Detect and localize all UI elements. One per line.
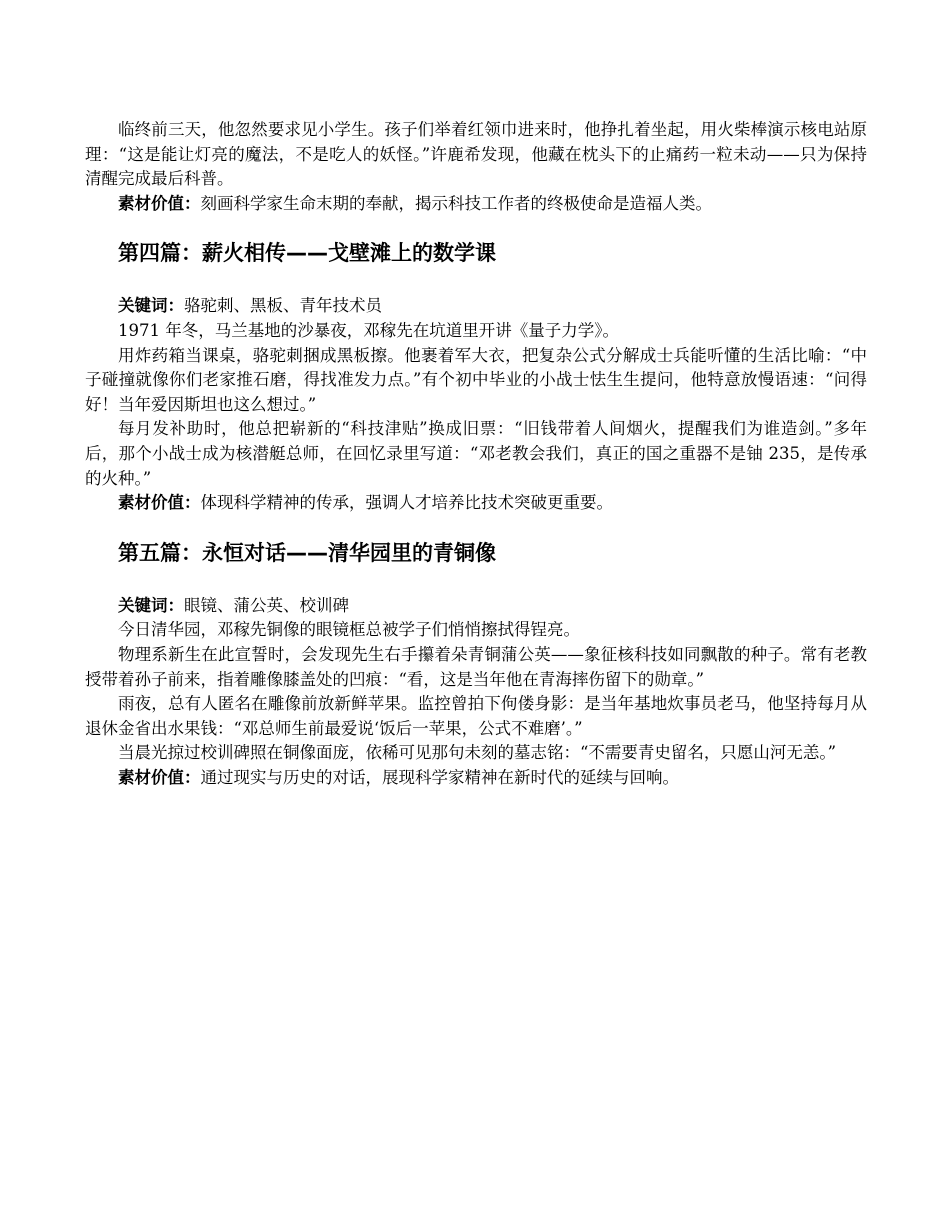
material-value-label: 素材价值： [118,493,201,513]
material-value-text: 刻画科学家生命末期的奉献，揭示科技工作者的终极使命是造福人类。 [200,193,712,213]
section4-keywords [85,294,867,319]
section4-paragraph-1: 1971 年冬，马兰基地的沙暴夜，邓稼先在坑道里开讲《量子力学》。 [118,320,619,340]
document-body [85,118,867,790]
keywords-label: 关键词： [118,595,184,615]
keywords-text: 眼镜、蒲公英、校训碑 [184,595,349,615]
section4-material-value [85,491,867,516]
section5-paragraph-1: 今日清华园，邓稼先铜像的眼镜框总被学子们悄悄擦拭得锃亮。 [118,620,580,640]
section4-paragraph-3: 每月发补助时，他总把崭新的“科技津贴”换成旧票：“旧钱带着人间烟火，提醒我们为谁造剑。”多年后，那个小战士成为核潜艇总师，在回忆录里写道：“邓老教会我们，真正的国之重器不是铀 235，是传承的火种。” [85,419,867,488]
section4-paragraph-2: 用炸药箱当课桌，骆驼刺捆成黑板擦。他裹着军大衣，把复杂公式分解成士兵能听懂的生活比喻：“中子碰撞就像你们老家推石磨，得找准发力点。”有个初中毕业的小战士怯生生提问，他特意放慢语速：“问得好！当年爱因斯坦也这么想过。” [85,345,867,414]
material-value-text: 体现科学精神的传承，强调人才培养比技术突破更重要。 [200,493,613,513]
material-value-text: 通过现实与历史的对话，展现科学家精神在新时代的延续与回响。 [200,767,679,787]
section5-paragraph-2: 物理系新生在此宣誓时，会发现先生右手攥着朵青铜蒲公英——象征核科技如同飘散的种子。常有老教授带着孙子前来，指着雕像膝盖处的凹痕：“看，这是当年他在青海摔伤留下的勋章。” [85,644,867,689]
section5-paragraph-4: 当晨光掠过校训碑照在铜像面庞，依稀可见那句未刻的墓志铭：“不需要青史留名，只愿山河无恙。” [118,743,837,763]
section5-title: 第五篇：永恒对话——清华园里的青铜像 [118,540,496,565]
section3-paragraph-1: 临终前三天，他忽然要求见小学生。孩子们举着红领巾进来时，他挣扎着坐起，用火柴棒演示核电站原理：“这是能让灯亮的魔法，不是吃人的妖怪。”许鹿希发现，他藏在枕头下的止痛药一粒未动——只为保持清醒完成最后科普。 [85,120,867,189]
section4-title: 第四篇：薪火相传——戈壁滩上的数学课 [118,241,496,266]
keywords-text: 骆驼刺、黑板、青年技术员 [184,296,382,316]
material-value-label: 素材价值： [118,193,201,213]
material-value-label: 素材价值： [118,767,201,787]
section5-keywords [85,594,867,619]
section5-paragraph-3: 雨夜，总有人匿名在雕像前放新鲜苹果。监控曾拍下佝偻身影：是当年基地炊事员老马，他坚持每月从退休金省出水果钱：“邓总师生前最爱说‘饭后一苹果，公式不难磨’。” [85,694,867,738]
keywords-label: 关键词： [118,296,184,316]
section5-material-value [85,766,867,791]
section3-material-value [85,192,867,217]
